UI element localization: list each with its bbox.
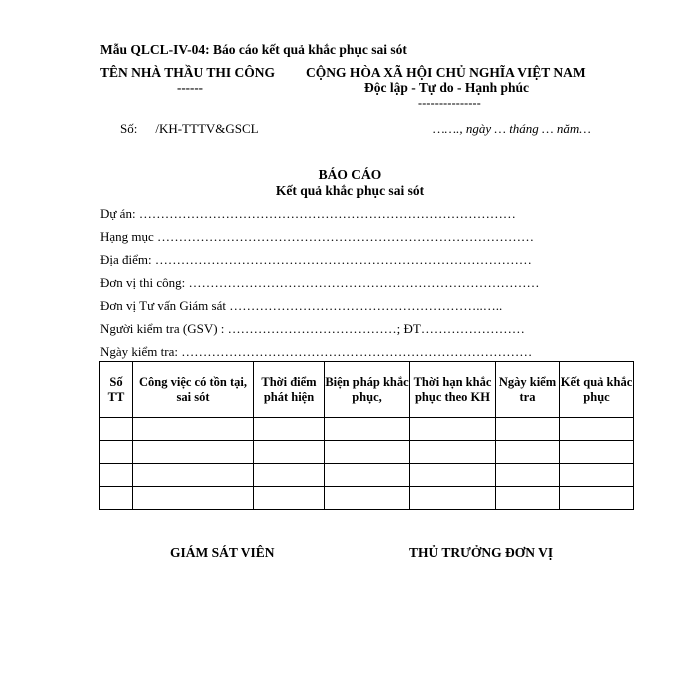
table-cell <box>254 441 325 464</box>
col-header-inspection-date: Ngày kiểm tra <box>496 362 560 418</box>
table-row <box>100 441 634 464</box>
contractor-divider: ------ <box>177 80 203 95</box>
document-number-label: Số: <box>120 121 138 136</box>
table-cell <box>410 441 496 464</box>
contractor-label: TÊN NHÀ THẦU THI CÔNG <box>100 65 276 80</box>
table-cell <box>254 464 325 487</box>
col-header-no: Số TT <box>100 362 133 418</box>
field-project: Dự án: …………………………………………………………………………… <box>100 206 516 221</box>
col-header-result: Kết quả khắc phục <box>560 362 634 418</box>
table-cell <box>560 464 634 487</box>
table-cell <box>410 418 496 441</box>
table-cell <box>496 464 560 487</box>
table-cell <box>133 418 254 441</box>
document-number-value: /KH-TTTV&GSCL <box>155 121 259 136</box>
field-item: Hạng mục …………………………………………………………………………… <box>100 229 535 244</box>
motto-divider: --------------- <box>418 96 481 110</box>
table-cell <box>100 418 133 441</box>
table-cell <box>325 487 410 510</box>
table-cell <box>133 487 254 510</box>
date-line: ……., ngày … tháng … năm… <box>433 121 591 136</box>
table-cell <box>496 487 560 510</box>
defects-table <box>99 361 634 510</box>
field-inspection-date: Ngày kiểm tra: ……………………………………………………………………… <box>100 344 533 359</box>
table-cell <box>496 418 560 441</box>
form-id: Mẫu QLCL-IV-04: Báo cáo kết quả khắc phục sai sót <box>100 42 407 57</box>
report-subtitle: Kết quả khắc phục sai sót <box>275 183 425 198</box>
table-cell <box>100 441 133 464</box>
motto: Độc lập - Tự do - Hạnh phúc <box>364 80 530 95</box>
table-cell <box>100 487 133 510</box>
table-cell <box>410 487 496 510</box>
table-cell <box>133 464 254 487</box>
signature-unit-head: THỦ TRƯỞNG ĐƠN VỊ <box>409 545 554 560</box>
table-cell <box>254 418 325 441</box>
col-header-remedy: Biện pháp khắc phục, <box>325 362 410 418</box>
table-cell <box>496 441 560 464</box>
field-construction-unit: Đơn vị thi công: ……………………………………………………………………… <box>100 275 540 290</box>
document-number <box>120 121 259 137</box>
field-inspector: Người kiểm tra (GSV) : …………………………………; ĐT…………………… <box>100 321 525 336</box>
table-row <box>100 418 634 441</box>
table-cell <box>560 487 634 510</box>
col-header-detected-time: Thời điểm phát hiện <box>254 362 325 418</box>
table-cell <box>254 487 325 510</box>
col-header-deadline: Thời hạn khắc phục theo KH <box>410 362 496 418</box>
field-location: Địa điểm: …………………………………………………………………………… <box>100 252 532 267</box>
col-header-defect: Công việc có tồn tại, sai sót <box>133 362 254 418</box>
signature-supervisor: GIÁM SÁT VIÊN <box>170 545 275 560</box>
nation-title: CỘNG HÒA XÃ HỘI CHỦ NGHĨA VIỆT NAM <box>306 65 586 80</box>
table-cell <box>325 418 410 441</box>
report-title: BÁO CÁO <box>318 167 382 182</box>
table-cell <box>133 441 254 464</box>
table-cell <box>560 441 634 464</box>
table-cell <box>410 464 496 487</box>
table-header-row <box>100 362 634 418</box>
table-row <box>100 464 634 487</box>
table-cell <box>560 418 634 441</box>
table-cell <box>100 464 133 487</box>
table-cell <box>325 441 410 464</box>
field-supervision-consultant: Đơn vị Tư vấn Giám sát …………………………………………………..….. <box>100 298 503 313</box>
table-cell <box>325 464 410 487</box>
table-row <box>100 487 634 510</box>
